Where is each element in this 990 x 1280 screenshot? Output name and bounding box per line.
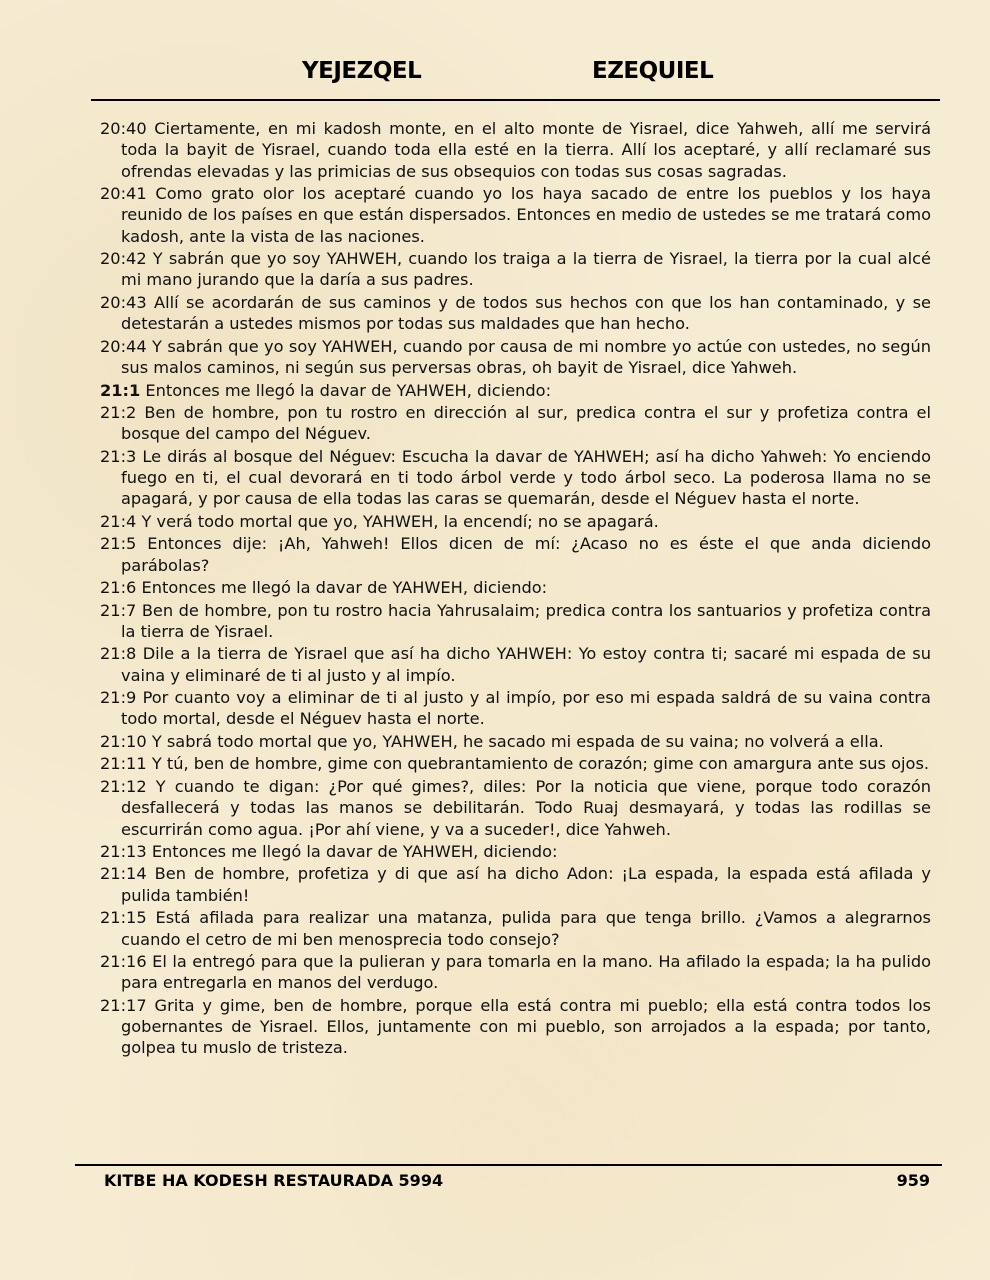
verse xyxy=(100,951,931,994)
verse xyxy=(100,995,931,1059)
verse-reference: 20:42 xyxy=(100,249,147,269)
verse-reference: 20:40 xyxy=(100,119,147,138)
verse xyxy=(100,776,931,840)
verse-reference: 20:41 xyxy=(100,184,147,204)
verse-text: El la entregó para que la pulieran y para tomarla en la mano. Ha afilado la espada; la ha pulido para entregarla en manos del verdugo. xyxy=(121,952,931,993)
verse-reference: 21:15 xyxy=(100,908,147,928)
verse-text: Dile a la tierra de Yisrael que así ha dicho YAHWEH: Yo estoy contra ti; sacaré mi espada de su vaina y eliminaré de ti al justo y al impío. xyxy=(121,644,931,685)
verse xyxy=(100,183,931,247)
verse-text: Está afilada para realizar una matanza, pulida para que tenga brillo. ¿Vamos a alegrarnos cuando el cetro de mi ben menosprecia todo consejo? xyxy=(121,908,931,949)
verse-text: Entonces me llegó la davar de YAHWEH, diciendo: xyxy=(145,380,552,400)
verse-text: Grita y gime, ben de hombre, porque ella está contra mi pueblo; ella está contra todos los gobernantes de Yisrael. Ellos, juntamente con mi pueblo, son arrojados a la espada; por tanto, golpea tu muslo de tristeza. xyxy=(121,995,931,1058)
verse-text: Entonces me llegó la davar de YAHWEH, diciendo: xyxy=(151,841,558,861)
verse-reference: 21:8 xyxy=(100,644,137,664)
verse-reference: 21:4 xyxy=(100,511,137,531)
verse-text: Como grato olor los aceptaré cuando yo los haya sacado de entre los pueblos y los haya reunido de los países en que están dispersados. Entonces en medio de ustedes se me tratará como kadosh, ante la vista de las naciones. xyxy=(121,184,932,246)
verse xyxy=(100,731,931,752)
header-hebrew-book-title: YEJEZQEL xyxy=(302,58,422,84)
page-number: 959 xyxy=(896,1171,930,1190)
header-divider xyxy=(91,99,940,101)
verse-reference: 21:3 xyxy=(100,446,137,466)
verse-reference: 21:16 xyxy=(100,952,147,972)
verse xyxy=(100,841,931,862)
header-spanish-book-title: EZEQUIEL xyxy=(592,58,714,84)
footer-book-title: KITBE HA KODESH RESTAURADA 5994 xyxy=(104,1171,444,1190)
verse xyxy=(100,907,931,950)
verse xyxy=(100,687,931,730)
verse-text: Le dirás al bosque del Néguev: Escucha la davar de YAHWEH; así ha dicho Yahweh: Yo enciendo fuego en ti, el cual devorará en ti todo árbol verde y todo árbol seco. La poderosa llama no se apagará, y por causa de ella todas las caras se quemarán, desde el Néguev hasta el norte. xyxy=(121,446,932,509)
verse-reference: 21:13 xyxy=(100,841,147,861)
verse-reference: 21:2 xyxy=(100,402,137,422)
verse-text: Ben de hombre, profetiza y di que así ha dicho Adon: ¡La espada, la espada está afilada y pulida también! xyxy=(121,864,931,905)
verse-reference: 20:43 xyxy=(100,292,147,312)
verse xyxy=(100,402,931,445)
footer-divider xyxy=(75,1164,942,1166)
verse xyxy=(100,753,931,774)
verse xyxy=(100,577,931,598)
verse-text: Allí se acordarán de sus caminos y de todos sus hechos con que los han contaminado, y se detestarán a ustedes mismos por todas sus maldades que han hecho. xyxy=(121,292,931,334)
verse-text: Y verá todo mortal que yo, YAHWEH, la encendí; no se apagará. xyxy=(141,511,659,531)
verse-reference: 21:14 xyxy=(100,864,147,884)
verse-text: Y sabrá todo mortal que yo, YAHWEH, he sacado mi espada de su vaina; no volverá a ella. xyxy=(151,731,884,751)
verse-reference: 20:44 xyxy=(100,336,147,356)
verse-reference: 21:7 xyxy=(100,600,137,620)
verse-text: Ben de hombre, pon tu rostro hacia Yahrusalaim; predica contra los santuarios y profetiza contra la tierra de Yisrael. xyxy=(121,600,931,641)
verse xyxy=(100,292,931,335)
verse xyxy=(100,600,931,643)
verse-text: Entonces me llegó la davar de YAHWEH, diciendo: xyxy=(141,578,548,598)
verse xyxy=(100,643,931,686)
verse-text: Ciertamente, en mi kadosh monte, en el alto monte de Yisrael, dice Yahweh, allí me servirá toda la bayit de Yisrael, cuando toda ella esté en la tierra. Allí los aceptaré, y allí reclamaré sus ofrendas elevadas y las primicias de sus obsequios con todas sus cosas sagradas. xyxy=(121,119,931,181)
scripture-text-body xyxy=(100,118,931,1060)
verse-text: Por cuanto voy a eliminar de ti al justo y al impío, por eso mi espada saldrá de su vaina contra todo mortal, desde el Néguev hasta el norte. xyxy=(121,688,931,729)
verse-reference: 21:6 xyxy=(100,578,137,598)
verse xyxy=(100,380,931,401)
verse-reference: 21:5 xyxy=(100,534,137,554)
verse xyxy=(100,336,931,379)
verse-reference: 21:17 xyxy=(100,995,147,1015)
verse-reference: 21:11 xyxy=(100,754,147,774)
verse-reference: 21:9 xyxy=(100,688,137,708)
page-header xyxy=(0,58,990,92)
verse-reference: 21:1 xyxy=(100,380,141,400)
verse xyxy=(100,533,931,576)
verse-text: Y cuando te digan: ¿Por qué gimes?, diles: Por la noticia que viene, porque todo corazón desfallecerá y todas las manos se debilitarán. Todo Ruaj desmayará, y todas las rodillas se escurrirán como agua. ¡Por ahí viene, y va a suceder!, dice Yahweh. xyxy=(121,776,931,839)
verse-text: Entonces dije: ¡Ah, Yahweh! Ellos dicen de mí: ¿Acaso no es éste el que anda diciendo parábolas? xyxy=(121,534,931,575)
verse-reference: 21:12 xyxy=(100,776,147,796)
verse xyxy=(100,863,931,906)
verse xyxy=(100,248,931,291)
verse xyxy=(100,118,931,182)
verse xyxy=(100,511,931,532)
verse-text: Y sabrán que yo soy YAHWEH, cuando los traiga a la tierra de Yisrael, la tierra por la cual alcé mi mano jurando que la daría a sus padres. xyxy=(121,249,931,290)
verse-text: Y sabrán que yo soy YAHWEH, cuando por causa de mi nombre yo actúe con ustedes, no según sus malos caminos, ni según sus perversas obras, oh bayit de Yisrael, dice Yahweh. xyxy=(121,336,931,378)
verse-text: Y tú, ben de hombre, gime con quebrantamiento de corazón; gime con amargura ante sus ojos. xyxy=(151,754,930,774)
verse-text: Ben de hombre, pon tu rostro en dirección al sur, predica contra el sur y profetiza contra el bosque del campo del Néguev. xyxy=(121,402,931,444)
verse xyxy=(100,446,931,510)
verse-reference: 21:10 xyxy=(100,731,147,751)
